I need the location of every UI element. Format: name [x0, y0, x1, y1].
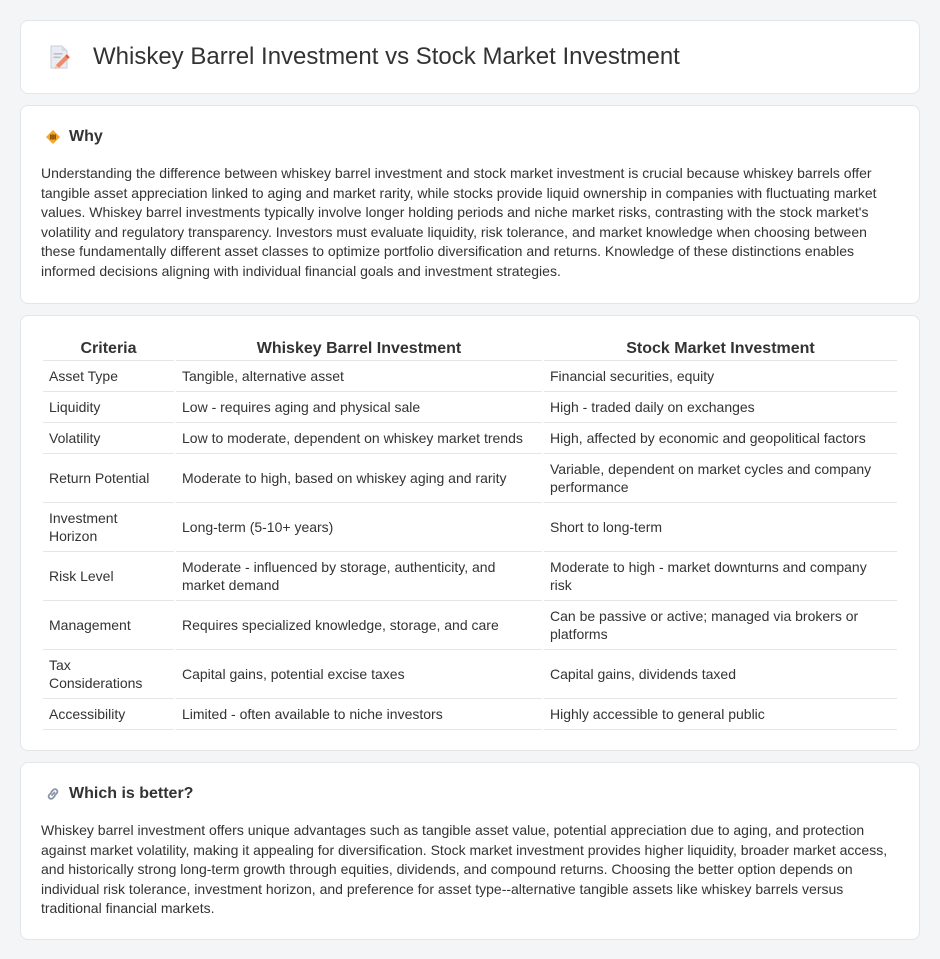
whiskey-cell: Moderate to high, based on whiskey aging and rarity — [176, 454, 542, 503]
stock-cell: High - traded daily on exchanges — [544, 392, 897, 423]
whiskey-cell: Low to moderate, dependent on whiskey market trends — [176, 423, 542, 454]
stock-cell: Can be passive or active; managed via brokers or platforms — [544, 601, 897, 650]
stock-cell: Short to long-term — [544, 503, 897, 552]
comparison-table — [41, 336, 899, 730]
criteria-cell: Volatility — [43, 423, 174, 454]
why-section — [20, 105, 920, 304]
criteria-cell: Tax Considerations — [43, 650, 174, 699]
header-card — [20, 20, 920, 94]
whiskey-cell: Long-term (5-10+ years) — [176, 503, 542, 552]
better-text: Whiskey barrel investment offers unique advantages such as tangible asset value, potential appreciation due to aging, and protection against market volatility, making it appealing for diversification. Stock market investment provides higher liquidity, broader market access, and historically strong long-term growth through equities, dividends, and compound returns. Choosing the better option depends on individual risk tolerance, investment horizon, and preference for asset type--alternative tangible assets like whiskey barrels versus traditional financial markets. — [41, 822, 888, 917]
whiskey-cell: Tangible, alternative asset — [176, 361, 542, 392]
table-row — [43, 454, 897, 503]
comparison-table-card — [20, 315, 920, 751]
stock-cell: Capital gains, dividends taxed — [544, 650, 897, 699]
which-is-better-section — [20, 762, 920, 940]
criteria-cell: Risk Level — [43, 552, 174, 601]
why-heading-label: Why — [69, 128, 103, 145]
table-row — [43, 503, 897, 552]
whiskey-cell: Moderate - influenced by storage, authenticity, and market demand — [176, 552, 542, 601]
criteria-cell: Return Potential — [43, 454, 174, 503]
criteria-cell: Liquidity — [43, 392, 174, 423]
table-row — [43, 699, 897, 730]
better-heading — [45, 785, 899, 803]
stock-cell: Financial securities, equity — [544, 361, 897, 392]
column-header-stock: Stock Market Investment — [544, 336, 897, 361]
column-header-criteria: Criteria — [43, 336, 174, 361]
stock-cell: High, affected by economic and geopolitical factors — [544, 423, 897, 454]
whiskey-cell: Requires specialized knowledge, storage, and care — [176, 601, 542, 650]
whiskey-cell: Limited - often available to niche investors — [176, 699, 542, 730]
stock-cell: Variable, dependent on market cycles and company performance — [544, 454, 897, 503]
page-title: Whiskey Barrel Investment vs Stock Market Investment — [93, 43, 680, 70]
table-row — [43, 361, 897, 392]
table-row — [43, 650, 897, 699]
whiskey-cell: Capital gains, potential excise taxes — [176, 650, 542, 699]
table-header-row — [43, 336, 897, 361]
better-heading-label: Which is better? — [69, 785, 194, 802]
criteria-cell: Accessibility — [43, 699, 174, 730]
column-header-whiskey: Whiskey Barrel Investment — [176, 336, 542, 361]
stock-cell: Highly accessible to general public — [544, 699, 897, 730]
table-row — [43, 552, 897, 601]
why-text: Understanding the difference between whiskey barrel investment and stock market investment is crucial because whiskey barrels offer tangible asset appreciation linked to aging and market rarity, while stocks provide liquid ownership in companies with fluctuating market values. Whiskey barrel investments typically involve longer holding periods and niche market risks, contrasting with the stock market's volatility and regulatory transparency. Investors must evaluate liquidity, risk tolerance, and market knowledge when choosing between these fundamentally different asset classes to optimize portfolio diversification and returns. Knowledge of these distinctions enables informed decisions aligning with individual financial goals and investment strategies. — [41, 165, 877, 279]
table-row — [43, 601, 897, 650]
why-heading — [45, 128, 899, 146]
table-row — [43, 392, 897, 423]
link-icon — [45, 786, 61, 802]
criteria-cell: Asset Type — [43, 361, 174, 392]
criteria-cell: Investment Horizon — [43, 503, 174, 552]
whiskey-cell: Low - requires aging and physical sale — [176, 392, 542, 423]
document-pencil-icon — [45, 43, 73, 71]
table-row — [43, 423, 897, 454]
stock-cell: Moderate to high - market downturns and company risk — [544, 552, 897, 601]
diamond-warning-icon — [45, 129, 61, 145]
criteria-cell: Management — [43, 601, 174, 650]
